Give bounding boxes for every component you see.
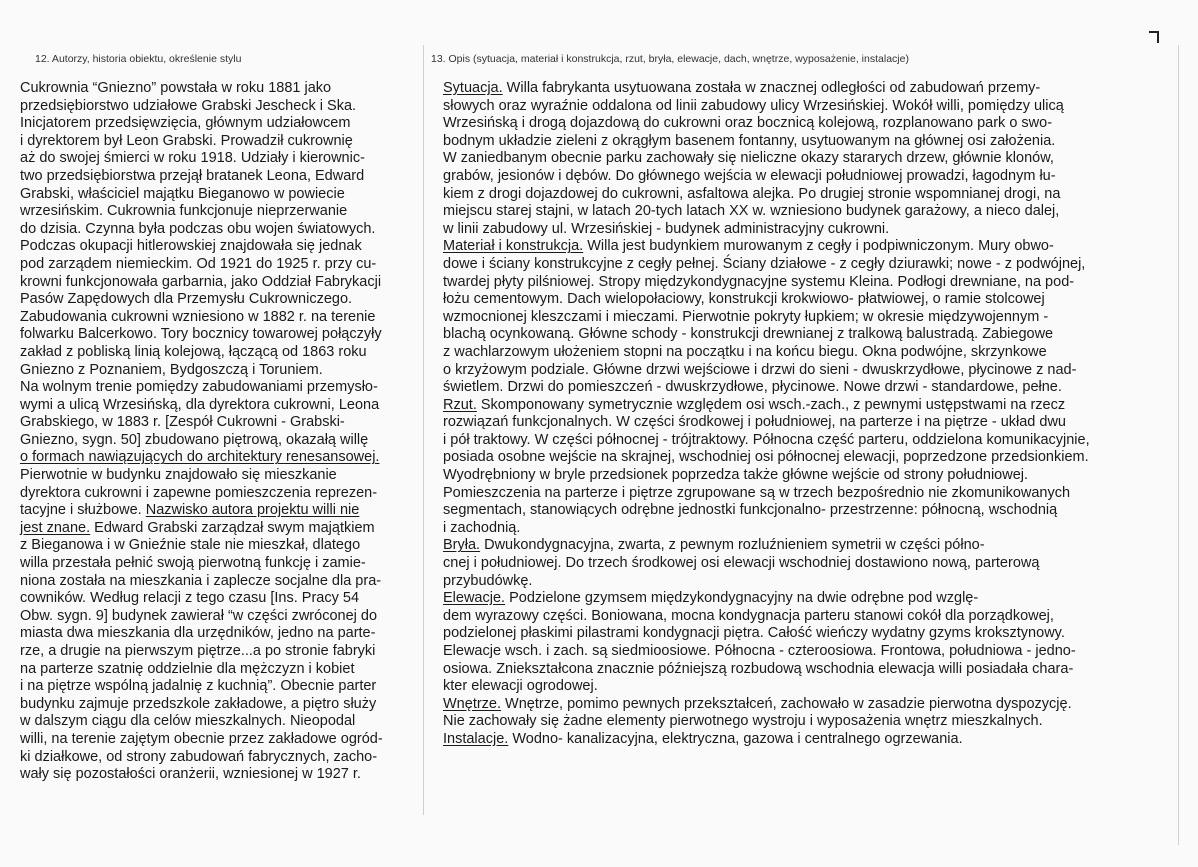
right-column-underlined-text: Materiał i konstrukcja. (443, 238, 584, 255)
left-column-text: Zabudowania cukrowni wzniesiono w 1882 r. na terenie (20, 308, 376, 325)
left-column-line (20, 115, 412, 133)
right-column-line (443, 608, 1165, 626)
left-column-text: miasta dwa mieszkania dla urzędników, jedno na parte- (20, 625, 376, 642)
right-column-text: Dwukondygnacyjna, zwarta, z pewnym rozluźnieniem symetrii w części półno- (480, 537, 985, 554)
left-column-text: Cukrownia “Gniezno” powstała w roku 1881 jako (20, 80, 332, 96)
left-column-text: Na wolnym trenie pomiędzy zabudowaniami przemysło- (20, 379, 378, 396)
left-column-text: Gniezno, sygn. 50] zbudowano piętrową, okazałą willę (20, 431, 369, 448)
corner-mark (1149, 31, 1159, 43)
right-column-text: i zachodnią. (443, 519, 521, 536)
left-column-text: budynku zajmuje przedszkole zakładowe, a piętro służy (20, 695, 377, 712)
left-column-text: z Bieganowa i w Gnieźnie stale nie mieszkał, dlatego (20, 537, 361, 554)
left-column-text: Obw. sygn. 9] budynek zawierał “w części zwróconej do (20, 607, 378, 624)
right-column-text: świetlem. Drzwi do pomieszczeń - dwuskrzydłowe, płycinowe. Nowe drzwi - standardowe, pełne. (443, 379, 1062, 396)
right-column-underlined-text: Wnętrze. (443, 695, 502, 712)
right-column-line (443, 203, 1165, 221)
left-column-line (20, 537, 412, 555)
left-column-line (20, 749, 412, 767)
left-column-line (20, 414, 412, 432)
right-column-line (443, 502, 1165, 520)
left-column-text: przedsiębiorstwo udziałowe Grabski Jescheck i Ska. (20, 97, 357, 114)
right-column-line (443, 590, 1165, 608)
left-column-line (20, 291, 412, 309)
left-column-text: dyrektora cukrowni i zapewne pomieszczenia reprezen- (20, 484, 378, 501)
left-column-line (20, 520, 412, 538)
left-column-text: Podczas okupacji hitlerowskiej znajdowała się jednak (20, 238, 362, 255)
right-column-text: podzielonej płaskimi pilastrami kondygnacji piętra. Całość wieńczy wydatny gzyms kroksztynowy. (443, 625, 1065, 642)
right-column-text: wzmocnionej kleszczami i mieczami. Pierwotnie pokryty łupkiem; w okresie międzywojennym - (443, 308, 1049, 325)
right-column-line (443, 661, 1165, 679)
left-column-text: folwarku Balcerkowo. Tory bocznicy towarowej połączyły (20, 326, 382, 343)
right-column-underlined-text: Bryła. (443, 537, 481, 554)
left-column-text: krowni funkcjonowała garbarnia, jako Oddział Fabrykacji (20, 273, 382, 290)
left-column-line (20, 238, 412, 256)
right-column-line (443, 555, 1165, 573)
right-column-line (443, 362, 1165, 380)
right-column-line (443, 309, 1165, 327)
left-column-line (20, 256, 412, 274)
right-column-line (443, 678, 1165, 696)
right-column-text: twardej płyty pilśniowej. Stropy międzykondygnacyjne systemu Kleina. Podłogi drewniane, na pod- (443, 273, 1075, 290)
left-column-line (20, 713, 412, 731)
left-column-line (20, 362, 412, 380)
right-column-text: Willa fabrykanta usytuowana została w znacznej odległości od zabudowań przemy- (502, 80, 1041, 96)
right-column-text: Wyodrębniony w bryle przedsionek poprzedza także główne wejście od strony południowej. (443, 467, 1029, 484)
left-column-text: wymi a ulicą Wrzesińską, dla dyrektora cukrowni, Leona (20, 396, 380, 413)
left-column-text: Pierwotnie w budynku znajdowało się mieszkanie (20, 467, 337, 484)
right-column-header: 13. Opis (sytuacja, materiał i konstrukcja, rzut, bryła, elewacje, dach, wnętrze, wyposażenie, instalacje) (431, 53, 909, 65)
left-column-line (20, 573, 412, 591)
left-column-line (20, 555, 412, 573)
right-column-line (443, 520, 1165, 538)
right-column-line (443, 98, 1165, 116)
right-column-line (443, 467, 1165, 485)
left-column-text: aż do swojej śmierci w roku 1918. Udziały i kierownic- (20, 150, 365, 167)
right-column-text: bodnym układzie zieleni z okrągłym basenem fontanny, usytuowanym na głównej osi założenia. (443, 132, 1056, 149)
left-column-line (20, 80, 412, 98)
left-column-line (20, 625, 412, 643)
left-column-line (20, 344, 412, 362)
left-column-header: 12. Autorzy, historia obiektu, określenie stylu (35, 53, 242, 65)
right-column-text: z wachlarzowym ułożeniem stopni na początku i na końcu biegu. Okna podwójne, skrzynkowe (443, 343, 1047, 360)
left-column-line (20, 643, 412, 661)
right-column-line (443, 291, 1165, 309)
right-column-line (443, 115, 1165, 133)
right-column-text: W zaniedbanym obecnie parku zachowały się nieliczne okazy stararych drzew, głównie klonów, (443, 150, 1054, 167)
left-column-line (20, 449, 412, 467)
right-column-text: Willa jest budynkiem murowanym z cegły i podpiwniczonym. Mury obwo- (583, 238, 1054, 255)
right-column-line (443, 150, 1165, 168)
right-column-text: Nie zachowały się żadne elementy pierwotnego wystroju i wyposażenia wnętrz mieszkalnych. (443, 713, 1043, 730)
left-column-line (20, 485, 412, 503)
left-column-line (20, 274, 412, 292)
left-column-line (20, 608, 412, 626)
left-column-line (20, 379, 412, 397)
right-column-line (443, 80, 1165, 98)
left-column-line (20, 590, 412, 608)
left-column-underlined-text: jest znane. (20, 519, 91, 536)
right-column-line (443, 133, 1165, 151)
right-column-line (443, 573, 1165, 591)
left-column-line (20, 326, 412, 344)
left-column-line (20, 203, 412, 221)
right-column-text: Wodno- kanalizacyjna, elektryczna, gazowa i centralnego ogrzewania. (508, 730, 963, 747)
right-column-line (443, 696, 1165, 714)
right-column-line (443, 625, 1165, 643)
left-column-line (20, 397, 412, 415)
right-column-line (443, 379, 1165, 397)
left-column-text: willa przestała pełnić swoją pierwotną funkcję i zamie- (20, 555, 366, 572)
right-column-text: słowych oraz wyraźnie oddalona od linii zabudowy ulicy Wrzesińskiej. Wokół willi, pomiędzy ulicą (443, 97, 1064, 114)
left-column-text: zakład z pobliską linią kolejową, łączącą od 1863 roku (20, 343, 367, 360)
left-column-text: Grabskiego, w 1883 r. [Zespół Cukrowni - Grabski- (20, 414, 345, 431)
left-column-text: Gniezno z Poznaniem, Bydgoszczą i Toruniem. (20, 361, 323, 378)
right-column-text: Pomieszczenia na parterze i piętrze zgrupowane są w trzech bezpośrednio nie zkomunikowanych (443, 484, 1071, 501)
right-column-text: kter elewacji ogrodowej. (443, 678, 598, 695)
left-column-text: willi, na terenie zajętym obecnie przez zakładowe ogród- (20, 730, 383, 747)
right-column-text: blachą ocynkowaną. Główne schody - konstrukcji drewnianej z tralkową balustradą. Zabiegowe (443, 326, 1054, 343)
right-column-line (443, 186, 1165, 204)
left-column-line (20, 309, 412, 327)
right-column-text: rozwiązań funkcjonalnych. W części środkowej i południowej, na parterze i na piętrze - układ dwu (443, 414, 1066, 431)
right-column-text: posiada osobne wejście na skrajnej, wschodniej osi północnej elewacji, poprzedzone przedsionkiem. (443, 449, 1089, 466)
right-column-line (443, 344, 1165, 362)
left-column-underlined-text: o formach nawiązujących do architektury renesansowej. (20, 449, 380, 466)
right-column-text: dem wyrazowy części. Boniowana, mocna kondygnacja parteru stanowi cokół dla porządkowej, (443, 607, 1054, 624)
left-column-line (20, 502, 412, 520)
left-column-text: Grabski, właściciel majątku Bieganowo w powiecie (20, 185, 345, 202)
right-column-line (443, 414, 1165, 432)
left-column-line (20, 467, 412, 485)
right-column-line (443, 713, 1165, 731)
right-column-line (443, 643, 1165, 661)
left-column-line (20, 432, 412, 450)
left-column-text: i dyrektorem był Leon Grabski. Prowadził cukrownię (20, 132, 353, 149)
left-column-text: Pasów Zapędowych dla Przemysłu Cukrowniczego. (20, 291, 353, 308)
column-divider (423, 45, 424, 815)
left-column-line (20, 150, 412, 168)
right-column-text: łożu cementowym. Dach wielopołaciowy, konstrukcji krokwiowo- płatwiowej, o ramie stolcowej (443, 291, 1045, 308)
left-column-line (20, 168, 412, 186)
right-column-text: Skomponowany symetrycznie względem osi wsch.-zach., z pewnymi ustępstwami na rzecz (476, 396, 1066, 413)
right-column-underlined-text: Elewacje. (443, 590, 506, 607)
left-column-text: i na piętrze wspólną jadalnię z kuchnią”. Obecnie parter (20, 678, 377, 695)
right-column-text: dowe i ściany konstrukcyjne z cegły pełnej. Ściany działowe - z cegły dziurawki; nowe - z podwójnej, (443, 255, 1086, 272)
right-column-line (443, 449, 1165, 467)
right-column-line (443, 731, 1165, 749)
right-column-text: osiowa. Zniekształcona znacznie późniejszą rozbudową wschodnia elewacja willi posiadała chara- (443, 660, 1074, 677)
right-column-text: miejscu starej stajni, w latach 20-tych latach XX w. wzniesiono budynek garażowy, a nieco dalej, (443, 203, 1060, 220)
right-column-line (443, 432, 1165, 450)
right-column-text: grabów, jesionów i dębów. Do głównego wejścia w elewacji południowej prowadzi, łagodnym łu- (443, 167, 1056, 184)
left-column-text: ki działkowe, od strony zabudowań fabrycznych, zacho- (20, 748, 378, 765)
right-column-text: Elewacje wsch. i zach. są siedmioosiowe. Północna - czteroosiowa. Frontowa, południowa - jedno- (443, 643, 1076, 659)
left-column-line (20, 766, 412, 784)
left-column-text: tacyjne i służbowe. (20, 502, 146, 519)
right-column-text: i pół traktowy. W części północnej - trójtraktowy. Północna część parteru, oddzielona komunikacyjnie, (443, 431, 1090, 448)
right-column-underlined-text: Rzut. (443, 396, 477, 413)
right-column-line (443, 397, 1165, 415)
left-column-text: wrzesińskim. Cukrownia funkcjonuje nieprzerwanie (20, 203, 348, 220)
left-column-line (20, 98, 412, 116)
right-column-text: w linii zabudowy ul. Wrzesińskiej - budynek administracyjny cukrowni. (443, 220, 890, 237)
right-column-line (443, 238, 1165, 256)
right-column-line (443, 537, 1165, 555)
right-column-text: o krzyżowym podziale. Główne drzwi wejściowe i drzwi do sieni - dwuskrzydłowe, płycinowe z nad- (443, 361, 1077, 378)
left-column-text (20, 80, 412, 784)
right-column-text (443, 80, 1165, 749)
right-column-text: segmentach, stanowiących odrębne jednostki funkcjonalno- przestrzenne: północną, wschodnią (443, 502, 1058, 519)
left-column-line (20, 661, 412, 679)
right-column-line (443, 274, 1165, 292)
right-column-line (443, 221, 1165, 239)
right-column-underlined-text: Sytuacja. (443, 80, 503, 96)
left-column-text: niona została na mieszkania i zaplecze socjalne dla pra- (20, 572, 382, 589)
left-column-line (20, 133, 412, 151)
left-column-text: Inicjatorem przedsięwzięcia, głównym udziałowcem (20, 115, 351, 132)
right-column-line (443, 256, 1165, 274)
left-column-line (20, 678, 412, 696)
left-column-text: na parterze szatnię oddzielnie dla mężczyzn i kobiet (20, 660, 355, 677)
left-column-text: two przedsiębiorstwa przejął bratanek Leona, Edward (20, 167, 365, 184)
right-column-text: przybudówkę. (443, 572, 533, 589)
right-column-underlined-text: Instalacje. (443, 730, 509, 747)
right-column-text: Wrzesińską i drogą dojazdową do cukrowni oraz bocznicą kolejową, rozplanowano park o swo- (443, 115, 1053, 132)
right-column-line (443, 168, 1165, 186)
left-column-text: pod zarządem niemieckim. Od 1921 do 1925 r. przy cu- (20, 255, 377, 272)
left-column-line (20, 696, 412, 714)
right-column-line (443, 485, 1165, 503)
left-column-text: wały się pozostałości oranżerii, wzniesionej w 1927 r. (20, 766, 361, 783)
left-column-text: cowników. Według relacji z tego czasu [Ins. Pracy 54 (20, 590, 360, 607)
left-column-text: rze, a drugie na pierwszym piętrze...a po stronie fabryki (20, 643, 376, 659)
right-column-text: kiem z drogi dojazdowej do cukrowni, asfaltowa alejka. Po drugiej stronie wspomnianej drogi, na (443, 185, 1061, 202)
right-column-text: cnej i południowej. Do trzech środkowej osi elewacji wschodniej dostawiono nową, parterową (443, 555, 1040, 572)
left-column-line (20, 731, 412, 749)
right-column-text: Podzielone gzymsem międzykondygnacyjny na dwie odrębne pod wzglę- (505, 590, 979, 607)
left-column-line (20, 186, 412, 204)
left-column-text: do dzisia. Czynna była podczas obu wojen światowych. (20, 220, 376, 237)
left-column-underlined-text: Nazwisko autora projektu willi nie (145, 502, 360, 519)
right-column-line (443, 326, 1165, 344)
left-column-text: Edward Grabski zarządzał swym majątkiem (90, 519, 375, 536)
left-column-text: w dalszym ciągu dla celów mieszkalnych. Nieopodal (20, 713, 356, 730)
right-column-text: Wnętrze, pomimo pewnych przekształceń, zachowało w zasadzie pierwotna dyspozycję. (501, 695, 1072, 712)
left-column-line (20, 221, 412, 239)
